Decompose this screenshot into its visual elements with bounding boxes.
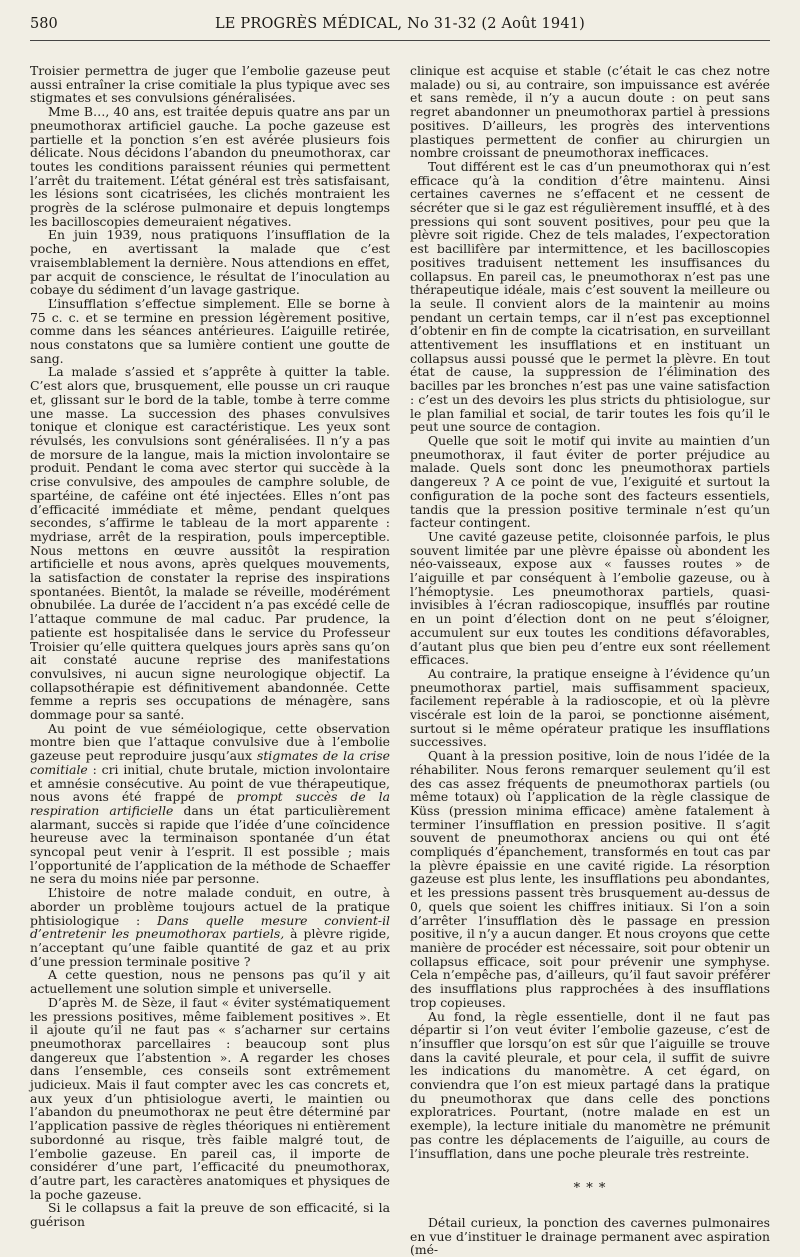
text-run: clinique est acquise et stable (c’était le cas chez notre malade) ou si, au contraire, son impuissance est avérée et sans remède, il n’y a aucun doute : on peut sans regret abandonner un pneumothorax partiel à pressions positives. D’ailleurs, les progrès des interventions plastiques permettent de confier au chirurgien un nombre croissant de pneumothorax inefficaces.: [410, 63, 770, 161]
text-run: Tout différent est le cas d’un pneumothorax qui n’est efficace qu’à la condition d’être maintenu. Ainsi certaines cavernes ne s’effacent et ne cessent de sécréter que si le gaz est régulièrement insufflé, et à des pressions qui sont souvent positives, pour peu que la plèvre soit rigide. Chez de tels malades, l’expectoration est bacillifère par intermittence, et les bacilloscopies positives traduisent nettement les insuffisances du collapsus. En pareil cas, le pneumothorax n’est pas une thérapeutique idéale, mais c’est souvent la meilleure ou la seule. Il convient alors de la maintenir au moins pendant un certain temps, car il n’est pas exceptionnel d’obtenir en fin de compte la cicatrisation, en surveillant attentivement les insufflations et en instituant un collapsus aussi poussé que le permet la plèvre. En tout état de cause, la suppression de l’élimination des bacilles par les bronches n’est pas une vaine satisfaction : c’est un des devoirs les plus stricts du phtisiologue, sur le plan familial et social, de tarir toutes les fois qu’il le peut une source de contagion.: [410, 158, 770, 435]
paragraph: [30, 365, 390, 721]
text-run: dans un état particulièrement alarmant, succès si rapide que l’idée d’une coïncidence heureuse avec la terminaison spontanée d’un état syncopal peut venir à l’esprit. Il est possible ; mais l’opportunité de l’application de la méthode de Schaeffer ne sera du moins niée par personne.: [30, 802, 391, 887]
section-separator: * * *: [573, 1181, 607, 1197]
paragraph: [410, 64, 770, 160]
text-run: A cette question, nous ne pensons pas qu’il y ait actuellement une solution simple et universelle.: [30, 967, 390, 997]
header-rule: [30, 40, 770, 41]
paragraph: [30, 1201, 390, 1228]
text-run: Troisier permettra de juger que l’embolie gazeuse peut aussi entraîner la crise comitiale la plus typique avec ses stigmates et ses convulsions généralisées.: [30, 63, 390, 106]
paragraph: [30, 297, 390, 366]
text-run: Au fond, la règle essentielle, dont il ne faut pas départir si l’on veut éviter l’embolie gazeuse, c’est de n’insuffler que lorsqu’on est sûr que l’aiguille se trouve dans la cavité pleurale, et pour cela, il suffit de suivre les indications du manomètre. A cet égard, on conviendra que l’on est mieux partagé dans la pratique du pneumothorax que dans celle des ponctions exploratrices. Pourtant, (notre malade en est un exemple), la lecture initiale du manomètre ne prémunit pas contre les déplacements de l’aiguille, au cours de l’insufflation, dans une poche pleurale très restreinte.: [410, 1008, 770, 1161]
paragraph: [30, 228, 390, 297]
italic-text: stigmates de la crise comitiale: [30, 748, 390, 777]
paragraph: [30, 886, 390, 968]
text-run: L’histoire de notre malade conduit, en outre, à aborder un problème toujours actuel de la pratique phtisiologique :: [30, 885, 390, 928]
paragraph: [30, 722, 390, 886]
page-number: 580: [30, 16, 58, 32]
text-run: Une cavité gazeuse petite, cloisonnée parfois, le plus souvent limitée par une plèvre épaisse où abondent les néo-vaisseaux, expose aux « fausses routes » de l’aiguille et par conséquent à l’embolie gazeuse, ou à l’hémoptysie. Les pneumothorax partiels, quasi-invisibles à l’écran radioscopique, insufflés par routine en un point d’élection dont on ne peut s’éloigner, accumulent sur eux toutes les conditions défavorables, d’autant plus que bien peu d’entre eux sont réellement efficaces.: [410, 528, 770, 668]
right-column: [410, 64, 770, 1257]
journal-title: LE PROGRÈS MÉDICAL, No 31-32 (2 Août 1941): [214, 16, 586, 32]
text-run: La malade s’assied et s’apprête à quitter la table. C’est alors que, brusquement, elle pousse un cri rauque et, glissant sur le bord de la table, tombe à terre comme une masse. La succession des phases convulsives tonique et clonique est caractéristique. Les yeux sont révulsés, les convulsions sont généralisées. Il n’y a pas de morsure de la langue, mais la miction involontaire se produit. Pendant le coma avec stertor qui succède à la crise convulsive, des ampoules de camphre soluble, de spartéine, de caféine ont été injectées. Elles n’ont pas d’efficacité immédiate et même, pendant quelques secondes, s’affirme le tableau de la mort apparente : mydriase, arrêt de la respiration, pouls imperceptible. Nous mettons en œuvre aussitôt la respiration artificielle et nous avons, après quelques mouvements, la satisfaction de constater la reprise des inspirations spontanées. Bientôt, la malade se réveille, modérément obnubilée. La durée de l’accident n’a pas excédé celle de l’attaque commune de mal caduc. Par prudence, la patiente est hospitalisée dans le service du Professeur Troisier qu’elle quittera quelques jours après sans qu’on ait constaté aucune reprise des manifestations convulsives, ni aucun signe neurologique objectif. La collapsothérapie est définitivement abandonnée. Cette femme a repris ses occupations de ménagère, sans dommage pour sa santé.: [30, 364, 390, 723]
text-run: Détail curieux, la ponction des cavernes pulmonaires en vue d’instituer le drainage permanent avec aspiration (mé-: [410, 1214, 770, 1257]
text-run: L’insufflation s’effectue simplement. Elle se borne à 75 c. c. et se termine en pression légèrement positive, comme dans les séances antérieures. L’aiguille retirée, nous constatons que sa lumière contient une goutte de sang.: [30, 295, 390, 366]
italic-text: prompt succès de la respiration artificielle: [30, 789, 390, 818]
paragraph: [30, 64, 390, 105]
right-column-main: [410, 64, 770, 1160]
text-run: D’après M. de Sèze, il faut « éviter systématiquement les pressions positives, même faiblement positives ». Et il ajoute qu’il ne faut pas « s’acharner sur certains pneumothorax parcellaires : beaucoup sont plus dangereux que l’abstention ». A regarder les choses dans l’ensemble, ces conseils sont extrêmement judicieux. Mais il faut compter avec les cas concrets et, aux yeux d’un phtisiologue averti, le maintien ou l’abandon du pneumothorax ne peut être déterminé par l’application passive de règles théoriques ni entièrement subordonné au risque, très faible malgré tout, de l’embolie gazeuse. En pareil cas, il importe de considérer d’une part, l’efficacité du pneumothorax, d’autre part, les caractères anatomiques et physiques de la poche gazeuse.: [30, 994, 390, 1202]
paragraph: [30, 105, 390, 228]
paragraph: [410, 530, 770, 667]
text-run: Mme B…, 40 ans, est traitée depuis quatre ans par un pneumothorax artificiel gauche. La poche gazeuse est partielle et la ponction s’en est avérée plusieurs fois délicate. Nous décidons l’abandon du pneumothorax, car toutes les conditions paraissent réunies qui permettent l’arrêt du traitement. L’état général est très satisfaisant, les lésions sont cicatrisées, les clichés montraient les progrès de la sclérose pulmonaire et depuis longtemps les bacilloscopies demeuraient négatives.: [30, 104, 390, 229]
paragraph: [410, 749, 770, 1009]
left-column: [30, 64, 390, 1229]
text-run: En juin 1939, nous pratiquons l’insufflation de la poche, en avertissant la malade que c’est vraisemblablement la dernière. Nous attendions en effet, par acquit de conscience, le résultat de l’inoculation au cobaye du sédiment d’un lavage gastrique.: [30, 227, 390, 298]
text-run: Si le collapsus a fait la preuve de son efficacité, si la guérison: [30, 1200, 390, 1230]
text-run: à plèvre rigide, n’acceptant qu’une faible quantité de gaz et au prix d’une pression terminale positive ?: [30, 926, 391, 969]
paragraph: [410, 1216, 770, 1257]
paragraph: [410, 1010, 770, 1161]
text-run: : cri initial, chute brutale, miction involontaire et amnésie consécutive. Au point de vue thérapeutique, nous avons été frappé de: [30, 761, 390, 805]
page-header: [30, 16, 770, 38]
paragraph: [410, 434, 770, 530]
text-run: Quelle que soit le motif qui invite au maintien d’un pneumothorax, il faut éviter de porter préjudice au malade. Quels sont donc les pneumothorax partiels dangereux ? A ce point de vue, l’exiguité et surtout la configuration de la poche sont des facteurs essentiels, tandis que la pression positive terminale n’est qu’un facteur contingent.: [410, 432, 770, 531]
text-run: Au contraire, la pratique enseigne à l’évidence qu’un pneumothorax partiel, mais suffisamment spacieux, facilement repérable à la radioscopie, et où la plèvre viscérale est loin de la paroi, se ponctionne aisément, surtout si le même opérateur pratique les insufflations successives.: [410, 665, 770, 750]
text-run: Au point de vue séméiologique, cette observation montre bien que l’attaque convulsive due à l’embolie gazeuse peut reproduire jusqu’aux: [30, 720, 390, 764]
italic-text: Dans quelle mesure convient-il d’entretenir les pneumothorax partiels,: [30, 912, 391, 942]
paragraph: [410, 160, 770, 434]
paragraph: [30, 968, 390, 995]
text-run: Quant à la pression positive, loin de nous l’idée de la réhabiliter. Nous ferons remarquer seulement qu’il est des cas assez fréquents de pneumothorax partiels (ou même totaux) où l’application de la règle classique de Küss (pression minima efficace) amène fatalement à terminer l’insufflation en pression positive. Il s’agit souvent de pneumothorax anciens ou qui ont été compliqués d’épanchement, transformés en tout cas par la plèvre épaissie en une cavité rigide. La résorption gazeuse est plus lente, les insufflations peu abondantes, et les pressions passent très brusquement au-dessus de 0, quels que soient les chiffres initiaux. Si l’on a soin d’arrêter l’insufflation dès le passage en pression positive, il n’y a aucun danger. Et nous croyons que cette manière de procéder est nécessaire, soit pour obtenir un collapsus efficace, soit pour prévenir une symphyse. Cela n’empêche pas, d’ailleurs, qu’il faut savoir préférer des insufflations plus rapprochées à des insufflations trop copieuses.: [410, 748, 770, 1010]
paragraph: [410, 667, 770, 749]
right-column-after: [410, 1216, 770, 1257]
